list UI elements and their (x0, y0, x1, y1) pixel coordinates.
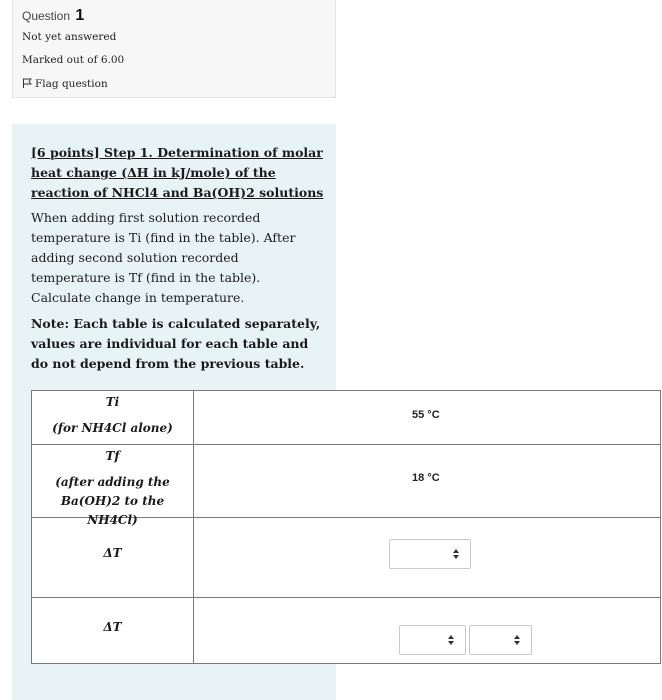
row-ti-sub: (for NH4Cl alone) (52, 421, 173, 435)
row-tf-sub: (after adding the Ba(OH)2 to the NH4Cl) (55, 475, 170, 527)
temperature-table (31, 390, 661, 664)
question-instructions: When adding first solution recorded temperature is Ti (find in the table). After adding second solution recorded temperature is Tf (find in the table). Calculate change in temperature. (31, 210, 296, 305)
question-label: Question (22, 9, 71, 23)
delta-t-select-2a[interactable] (399, 625, 466, 655)
question-number-line (22, 7, 84, 25)
question-note: Note: Each table is calculated separately, values are individual for each table and do not depend from the previous table. (31, 316, 321, 371)
delta-t-select[interactable] (389, 539, 471, 569)
answer-status: Not yet answered (22, 31, 117, 43)
ti-value: 55 °C (412, 409, 440, 421)
select-arrows-icon (514, 634, 520, 646)
flag-icon (22, 78, 32, 88)
delta-t-select-2b[interactable] (469, 625, 532, 655)
question-heading: [6 points] Step 1. Determination of molar heat change (ΔH in kJ/mole) of the reaction of NHCl4 and Ba(OH)2 solutions (31, 145, 324, 200)
select-arrows-icon (453, 548, 459, 560)
tf-value: 18 °C (412, 472, 440, 484)
row-delta-t-label: ΔT (103, 546, 122, 560)
row-tf-label: Tf (105, 449, 120, 463)
marked-out-of: Marked out of 6.00 (22, 54, 125, 66)
question-info-box (12, 0, 336, 98)
question-number: 1 (75, 7, 85, 24)
flag-question-link[interactable] (22, 78, 108, 90)
row-ti-label: Ti (105, 395, 120, 409)
row-delta-t-label-2: ΔT (103, 620, 122, 634)
select-arrows-icon (448, 634, 454, 646)
flag-question-label: Flag question (35, 78, 108, 90)
